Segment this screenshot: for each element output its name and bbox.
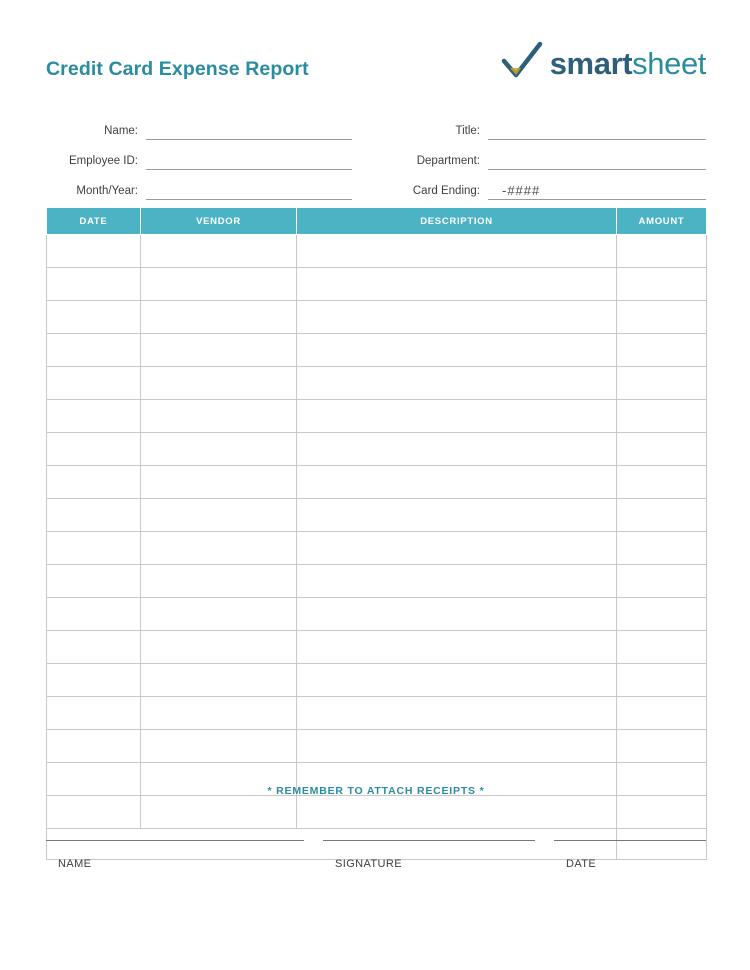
- cell-amount[interactable]: [617, 235, 707, 268]
- cell-vendor[interactable]: [141, 664, 297, 697]
- cell-vendor[interactable]: [141, 235, 297, 268]
- column-header-vendor: VENDOR: [141, 208, 297, 235]
- field-label-card-ending: Card Ending:: [412, 185, 480, 197]
- cell-amount[interactable]: [617, 730, 707, 763]
- signature-block: [46, 840, 706, 870]
- cell-amount[interactable]: [617, 301, 707, 334]
- cell-description[interactable]: [297, 235, 617, 268]
- cell-vendor[interactable]: [141, 796, 297, 829]
- table-row: [47, 796, 707, 829]
- field-value-card-ending: -####: [502, 183, 541, 198]
- field-input-title[interactable]: [488, 122, 706, 140]
- table-row: [47, 367, 707, 400]
- field-employee-id: [46, 152, 352, 170]
- cell-vendor[interactable]: [141, 466, 297, 499]
- cell-vendor[interactable]: [141, 301, 297, 334]
- signature-field-signature[interactable]: [323, 840, 535, 870]
- field-label-employee-id: Employee ID:: [68, 155, 138, 167]
- cell-date[interactable]: [47, 631, 141, 664]
- cell-description[interactable]: [297, 466, 617, 499]
- field-month-year: [46, 182, 352, 200]
- cell-date[interactable]: [47, 334, 141, 367]
- cell-amount[interactable]: [617, 532, 707, 565]
- signature-field-date[interactable]: [554, 840, 706, 870]
- cell-date[interactable]: [47, 433, 141, 466]
- cell-amount[interactable]: [617, 565, 707, 598]
- cell-description[interactable]: [297, 367, 617, 400]
- cell-amount[interactable]: [617, 367, 707, 400]
- page-title: Credit Card Expense Report: [46, 58, 309, 80]
- table-row: [47, 499, 707, 532]
- field-label-department: Department:: [416, 155, 480, 167]
- logo-word-smart: smart: [549, 45, 633, 81]
- cell-description[interactable]: [297, 565, 617, 598]
- field-row-1: [46, 110, 706, 140]
- field-input-department[interactable]: [488, 152, 706, 170]
- logo-word-sheet: sheet: [632, 45, 706, 81]
- cell-vendor[interactable]: [141, 334, 297, 367]
- cell-date[interactable]: [47, 466, 141, 499]
- cell-vendor[interactable]: [141, 400, 297, 433]
- signature-caption-name: NAME: [58, 858, 92, 870]
- total-label: TOTAL ( SHOULD MATCH STATEMENT ): [47, 829, 617, 860]
- column-header-description: DESCRIPTION: [297, 208, 617, 235]
- cell-date[interactable]: [47, 301, 141, 334]
- header-fields: [46, 110, 706, 200]
- cell-amount[interactable]: [617, 664, 707, 697]
- cell-description[interactable]: [297, 631, 617, 664]
- cell-vendor[interactable]: [141, 532, 297, 565]
- document-header: [46, 36, 706, 96]
- cell-vendor[interactable]: [141, 565, 297, 598]
- cell-description[interactable]: [297, 664, 617, 697]
- cell-date[interactable]: [47, 796, 141, 829]
- cell-date[interactable]: [47, 532, 141, 565]
- table-row: [47, 565, 707, 598]
- cell-amount[interactable]: [617, 334, 707, 367]
- cell-date[interactable]: [47, 664, 141, 697]
- signature-caption-date: DATE: [566, 858, 597, 870]
- field-input-month-year[interactable]: [146, 182, 352, 200]
- cell-amount[interactable]: [617, 268, 707, 301]
- cell-vendor[interactable]: [141, 598, 297, 631]
- table-header-row: [47, 208, 707, 235]
- cell-vendor[interactable]: [141, 433, 297, 466]
- cell-amount[interactable]: [617, 598, 707, 631]
- cell-date[interactable]: [47, 268, 141, 301]
- cell-vendor[interactable]: [141, 730, 297, 763]
- field-input-name[interactable]: [146, 122, 352, 140]
- cell-amount[interactable]: [617, 796, 707, 829]
- expense-table-header: [47, 208, 707, 235]
- column-header-amount: AMOUNT: [617, 208, 707, 235]
- expense-table-container: [46, 207, 706, 860]
- table-row: [47, 334, 707, 367]
- cell-amount[interactable]: [617, 697, 707, 730]
- cell-date[interactable]: [47, 367, 141, 400]
- cell-date[interactable]: [47, 730, 141, 763]
- cell-description[interactable]: [297, 499, 617, 532]
- table-row: [47, 466, 707, 499]
- expense-table-body: [47, 235, 707, 829]
- cell-description[interactable]: [297, 697, 617, 730]
- column-header-date: DATE: [47, 208, 141, 235]
- cell-vendor[interactable]: [141, 697, 297, 730]
- field-row-3: [46, 170, 706, 200]
- cell-description[interactable]: [297, 598, 617, 631]
- field-label-month-year: Month/Year:: [76, 185, 138, 197]
- table-row: [47, 532, 707, 565]
- field-card-ending: [352, 182, 706, 200]
- cell-amount[interactable]: [617, 400, 707, 433]
- cell-vendor[interactable]: [141, 631, 297, 664]
- cell-date[interactable]: [47, 565, 141, 598]
- logo-wordmark: [549, 45, 706, 81]
- cell-amount[interactable]: [617, 433, 707, 466]
- table-row: [47, 697, 707, 730]
- cell-amount[interactable]: [617, 631, 707, 664]
- cell-date[interactable]: [47, 235, 141, 268]
- cell-description[interactable]: [297, 301, 617, 334]
- cell-vendor[interactable]: [141, 367, 297, 400]
- field-input-employee-id[interactable]: [146, 152, 352, 170]
- expense-table: [46, 207, 707, 860]
- cell-date[interactable]: [47, 499, 141, 532]
- cell-description[interactable]: [297, 730, 617, 763]
- cell-description[interactable]: [297, 796, 617, 829]
- cell-amount[interactable]: [617, 466, 707, 499]
- field-title: [352, 122, 706, 140]
- table-row: [47, 268, 707, 301]
- table-row: [47, 664, 707, 697]
- table-row: [47, 301, 707, 334]
- table-row: [47, 598, 707, 631]
- field-row-2: [46, 140, 706, 170]
- smartsheet-logo: [500, 36, 706, 90]
- field-label-name: Name:: [104, 125, 138, 137]
- cell-vendor[interactable]: [141, 268, 297, 301]
- cell-description[interactable]: [297, 268, 617, 301]
- field-department: [352, 152, 706, 170]
- cell-description[interactable]: [297, 433, 617, 466]
- cell-description[interactable]: [297, 334, 617, 367]
- cell-vendor[interactable]: [141, 499, 297, 532]
- field-label-title: Title:: [455, 125, 480, 137]
- cell-date[interactable]: [47, 697, 141, 730]
- cell-description[interactable]: [297, 532, 617, 565]
- table-row: [47, 730, 707, 763]
- receipts-reminder-note: * REMEMBER TO ATTACH RECEIPTS *: [267, 785, 485, 797]
- signature-caption-signature: SIGNATURE: [335, 858, 402, 870]
- table-row: [47, 235, 707, 268]
- check-icon: [500, 41, 544, 85]
- table-row: [47, 400, 707, 433]
- cell-date[interactable]: [47, 598, 141, 631]
- field-name: [46, 122, 352, 140]
- table-row: [47, 631, 707, 664]
- cell-amount[interactable]: [617, 499, 707, 532]
- cell-description[interactable]: [297, 400, 617, 433]
- field-input-card-ending[interactable]: [488, 182, 706, 200]
- cell-date[interactable]: [47, 400, 141, 433]
- signature-field-name[interactable]: [46, 840, 304, 870]
- table-row: [47, 433, 707, 466]
